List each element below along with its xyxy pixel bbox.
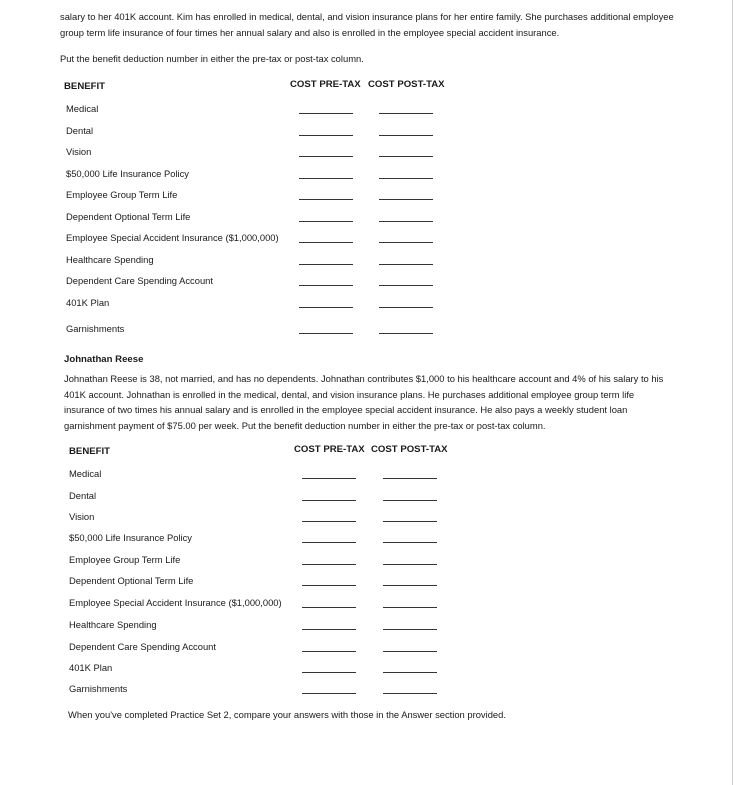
- post-tax-blank[interactable]: [379, 156, 433, 157]
- johnathan-reese-paragraph: Johnathan Reese is 38, not married, and has no dependents. Johnathan contributes $1,000 to his healthcare account and 4% of his salary to his 401K account. Johnathan is enrolled in the medical, dental, and vision insurance plans. He purchases additional employee group term life insurance of two times his annual salary and is enrolled in the employee special accident insurance. He also pays a weekly student loan garnishment payment of $75.00 per week. Put the benefit deduction number in either the pre-tax or post-tax column.: [64, 373, 664, 431]
- pre-tax-column-header-2: COST PRE-TAX: [294, 444, 365, 455]
- post-tax-blank[interactable]: [383, 478, 437, 479]
- pre-tax-blank[interactable]: [299, 135, 353, 136]
- pre-tax-blank[interactable]: [302, 521, 356, 522]
- post-tax-blank[interactable]: [383, 585, 437, 586]
- benefit-label: Dependent Care Spending Account: [69, 641, 216, 652]
- benefit-row: [66, 275, 437, 289]
- benefit-row: [69, 468, 441, 482]
- intro-paragraph: salary to her 401K account. Kim has enrolled in medical, dental, and vision insurance plans for her entire family. She purchases additional employee group term life insurance of four times her annual salary and also is enrolled in the employee special accident insurance.: [60, 11, 674, 38]
- post-tax-blank[interactable]: [379, 307, 433, 308]
- pre-tax-blank[interactable]: [302, 500, 356, 501]
- benefit-row: [69, 641, 441, 655]
- benefit-row: [66, 297, 437, 311]
- post-tax-blank[interactable]: [379, 333, 433, 334]
- pre-tax-blank[interactable]: [302, 564, 356, 565]
- pre-tax-blank[interactable]: [302, 693, 356, 694]
- benefit-row: [66, 103, 437, 117]
- post-tax-blank[interactable]: [379, 113, 433, 114]
- post-tax-blank[interactable]: [379, 264, 433, 265]
- benefit-label: $50,000 Life Insurance Policy: [66, 168, 189, 179]
- benefit-label: Healthcare Spending: [69, 619, 157, 630]
- pre-tax-blank[interactable]: [299, 285, 353, 286]
- post-tax-blank[interactable]: [383, 542, 437, 543]
- benefit-row: [66, 168, 437, 182]
- footer-note: When you've completed Practice Set 2, compare your answers with those in the Answer section provided.: [68, 709, 506, 720]
- benefit-label: Medical: [69, 468, 102, 479]
- benefit-row: [69, 662, 441, 676]
- benefit-label: Employee Group Term Life: [66, 189, 178, 200]
- benefit-label: $50,000 Life Insurance Policy: [69, 532, 192, 543]
- benefit-row: [69, 575, 441, 589]
- post-tax-blank[interactable]: [379, 135, 433, 136]
- benefit-label: 401K Plan: [69, 662, 113, 673]
- post-tax-column-header: COST POST-TAX: [368, 79, 445, 90]
- post-tax-blank[interactable]: [379, 285, 433, 286]
- benefit-column-header: BENEFIT: [64, 81, 106, 92]
- post-tax-blank[interactable]: [383, 629, 437, 630]
- benefit-row: [69, 619, 441, 633]
- benefit-row: [66, 254, 437, 268]
- benefit-label: Garnishments: [66, 323, 125, 334]
- post-tax-blank[interactable]: [379, 221, 433, 222]
- benefit-row: [69, 532, 441, 546]
- pre-tax-blank[interactable]: [299, 199, 353, 200]
- page-edge-line: [732, 0, 733, 785]
- benefit-row: [69, 683, 441, 697]
- benefit-label: Employee Group Term Life: [69, 554, 181, 565]
- benefit-row: [66, 125, 437, 139]
- post-tax-blank[interactable]: [383, 651, 437, 652]
- benefit-label: Dependent Optional Term Life: [69, 575, 194, 586]
- benefit-label: Dependent Care Spending Account: [66, 275, 213, 286]
- pre-tax-blank[interactable]: [299, 221, 353, 222]
- post-tax-blank[interactable]: [379, 242, 433, 243]
- post-tax-blank[interactable]: [383, 607, 437, 608]
- pre-tax-blank[interactable]: [302, 542, 356, 543]
- benefit-row: [69, 554, 441, 568]
- pre-tax-blank[interactable]: [299, 178, 353, 179]
- pre-tax-blank[interactable]: [299, 242, 353, 243]
- benefit-row: [66, 189, 437, 203]
- benefit-label: Employee Special Accident Insurance ($1,000,000): [69, 597, 282, 608]
- benefit-label: Healthcare Spending: [66, 254, 154, 265]
- benefit-column-header-2: BENEFIT: [69, 446, 111, 457]
- benefit-label: Garnishments: [69, 683, 128, 694]
- instruction-text: Put the benefit deduction number in either the pre-tax or post-tax column.: [60, 53, 364, 64]
- benefit-row: [66, 146, 437, 160]
- post-tax-blank[interactable]: [383, 564, 437, 565]
- section-title-johnathan-reese: Johnathan Reese: [64, 354, 144, 365]
- post-tax-blank[interactable]: [383, 672, 437, 673]
- pre-tax-blank[interactable]: [299, 307, 353, 308]
- benefit-row: [66, 323, 437, 337]
- pre-tax-blank[interactable]: [302, 651, 356, 652]
- benefit-row: [69, 511, 441, 525]
- benefit-label: Dental: [69, 490, 97, 501]
- pre-tax-blank[interactable]: [302, 585, 356, 586]
- benefit-row: [66, 232, 437, 246]
- pre-tax-blank[interactable]: [302, 478, 356, 479]
- pre-tax-column-header: COST PRE-TAX: [290, 79, 361, 90]
- pre-tax-blank[interactable]: [299, 333, 353, 334]
- benefit-label: 401K Plan: [66, 297, 110, 308]
- post-tax-blank[interactable]: [383, 693, 437, 694]
- pre-tax-blank[interactable]: [302, 607, 356, 608]
- post-tax-blank[interactable]: [379, 199, 433, 200]
- benefit-row: [69, 490, 441, 504]
- benefit-label: Medical: [66, 103, 99, 114]
- pre-tax-blank[interactable]: [299, 113, 353, 114]
- post-tax-column-header-2: COST POST-TAX: [371, 444, 448, 455]
- post-tax-blank[interactable]: [383, 500, 437, 501]
- pre-tax-blank[interactable]: [299, 264, 353, 265]
- pre-tax-blank[interactable]: [302, 672, 356, 673]
- pre-tax-blank[interactable]: [299, 156, 353, 157]
- benefit-row: [69, 597, 441, 611]
- benefit-label: Dental: [66, 125, 94, 136]
- post-tax-blank[interactable]: [383, 521, 437, 522]
- benefit-row: [66, 211, 437, 225]
- benefit-label: Dependent Optional Term Life: [66, 211, 191, 222]
- post-tax-blank[interactable]: [379, 178, 433, 179]
- benefit-label: Employee Special Accident Insurance ($1,000,000): [66, 232, 279, 243]
- benefit-label: Vision: [69, 511, 95, 522]
- benefit-label: Vision: [66, 146, 92, 157]
- pre-tax-blank[interactable]: [302, 629, 356, 630]
